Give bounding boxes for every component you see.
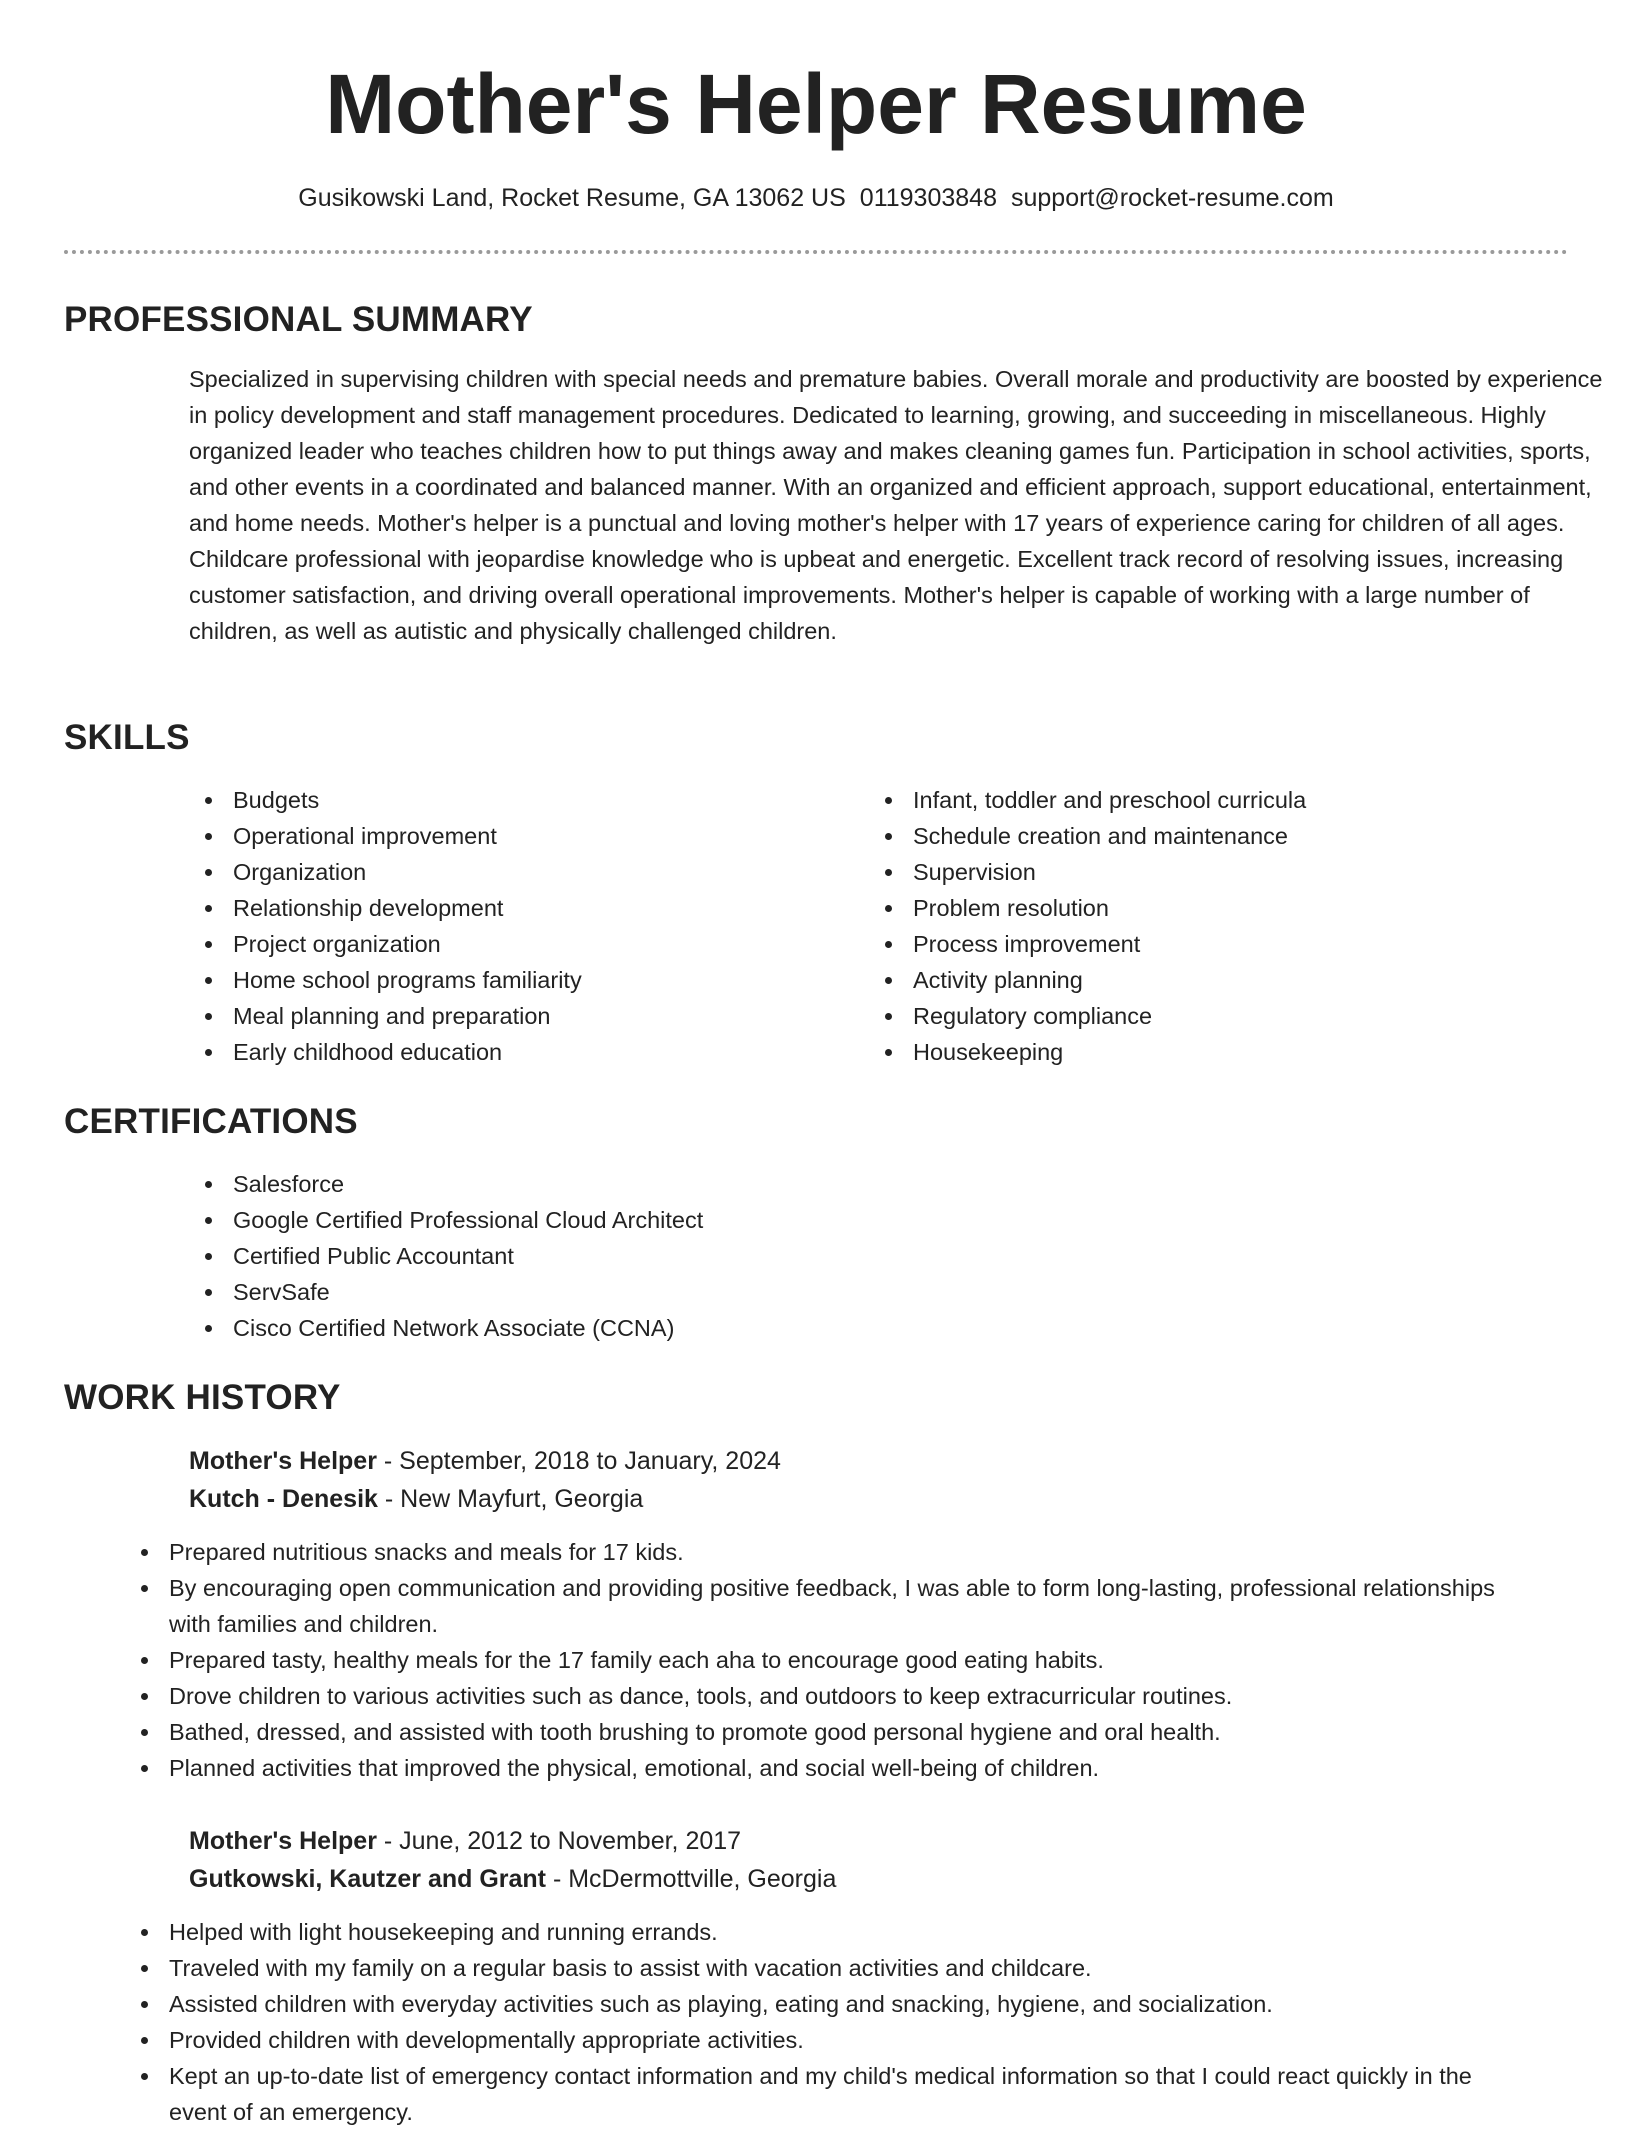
skill-item: Meal planning and preparation [189, 998, 849, 1034]
certification-item: Certified Public Accountant [189, 1238, 1489, 1274]
job-employer: Kutch - Denesik [189, 1485, 378, 1513]
job-bullet: Drove children to various activities such as dance, tools, and outdoors to keep extracurricular routines. [125, 1678, 1505, 1714]
certification-item: ServSafe [189, 1274, 1489, 1310]
skills-column-right [869, 782, 1529, 1070]
skill-item: Relationship development [189, 890, 849, 926]
job-title-line [189, 1822, 1569, 1860]
work-history-heading: WORK HISTORY [64, 1378, 341, 1417]
certification-item: Cisco Certified Network Associate (CCNA) [189, 1310, 1489, 1346]
job-bullet: By encouraging open communication and providing positive feedback, I was able to form long-lasting, professional relationships with families and children. [125, 1570, 1505, 1642]
job-title-line [189, 1442, 1569, 1480]
job-location: - McDermottville, Georgia [546, 1865, 837, 1893]
skill-item: Infant, toddler and preschool curricula [869, 782, 1529, 818]
job-bullets [125, 1914, 1505, 2130]
job-employer-line [189, 1860, 1569, 1898]
certification-item: Google Certified Professional Cloud Architect [189, 1202, 1489, 1238]
certifications-heading: CERTIFICATIONS [64, 1102, 358, 1141]
skill-item: Process improvement [869, 926, 1529, 962]
job-entry [169, 1442, 1569, 1786]
job-dates: - September, 2018 to January, 2024 [376, 1447, 781, 1475]
summary-heading: PROFESSIONAL SUMMARY [64, 300, 533, 339]
job-bullet: Helped with light housekeeping and running errands. [125, 1914, 1505, 1950]
job-bullet: Kept an up-to-date list of emergency contact information and my child's medical information so that I could react quickly in the event of an emergency. [125, 2058, 1505, 2130]
job-bullet: Provided children with developmentally appropriate activities. [125, 2022, 1505, 2058]
skill-item: Operational improvement [189, 818, 849, 854]
skills-section [64, 716, 1568, 760]
summary-text: Specialized in supervising children with special needs and premature babies. Overall morale and productivity are boosted by experience in policy development and staff management procedures. Dedicated to learning, growing, and succeeding in miscellaneous. Highly organized leader who teaches children how to put things away and makes cleaning games fun. Participation in school activities, sports, and other events in a coordinated and balanced manner. With an organized and efficient approach, support educational, entertainment, and home needs. Mother's helper is a punctual and loving mother's helper with 17 years of experience caring for children of all ages. Childcare professional with jeopardise knowledge who is upbeat and energetic. Excellent track record of resolving issues, increasing customer satisfaction, and driving overall operational improvements. Mother's helper is capable of working with a large number of children, as well as autistic and physically challenged children. [189, 366, 1603, 644]
job-title: Mother's Helper [189, 1447, 377, 1475]
skill-item: Early childhood education [189, 1034, 849, 1070]
skill-item: Schedule creation and maintenance [869, 818, 1529, 854]
certification-item: Salesforce [189, 1166, 1489, 1202]
resume-title: Mother's Helper Resume [325, 57, 1307, 151]
certifications-section [64, 1100, 1568, 1144]
job-dates: - June, 2012 to November, 2017 [376, 1827, 742, 1855]
summary-section [64, 298, 1603, 644]
skill-item: Supervision [869, 854, 1529, 890]
skill-item: Housekeeping [869, 1034, 1529, 1070]
skill-item: Budgets [189, 782, 849, 818]
skills-column-left [189, 782, 849, 1070]
job-bullet: Assisted children with everyday activities such as playing, eating and snacking, hygiene, and socialization. [125, 1986, 1505, 2022]
contact-email: support@rocket-resume.com [1010, 184, 1334, 212]
header-divider [64, 250, 1568, 254]
job-bullets [125, 1534, 1505, 1786]
certifications-list [189, 1166, 1489, 1346]
job-bullet: Prepared tasty, healthy meals for the 17 family each aha to encourage good eating habits. [125, 1642, 1505, 1678]
contact-address: Gusikowski Land, Rocket Resume, GA 13062 US [298, 184, 846, 212]
skill-item: Activity planning [869, 962, 1529, 998]
job-entry [169, 1822, 1569, 2130]
contact-line [0, 180, 1632, 216]
skill-item: Organization [189, 854, 849, 890]
skill-item: Problem resolution [869, 890, 1529, 926]
job-employer-line [189, 1480, 1569, 1518]
job-bullet: Prepared nutritious snacks and meals for 17 kids. [125, 1534, 1505, 1570]
job-bullet: Traveled with my family on a regular basis to assist with vacation activities and childcare. [125, 1950, 1505, 1986]
skill-item: Regulatory compliance [869, 998, 1529, 1034]
job-title: Mother's Helper [189, 1827, 377, 1855]
job-location: - New Mayfurt, Georgia [377, 1485, 644, 1513]
skill-item: Home school programs familiarity [189, 962, 849, 998]
work-history-section [64, 1376, 1568, 1420]
contact-phone: 0119303848 [859, 184, 997, 212]
job-bullet: Bathed, dressed, and assisted with tooth brushing to promote good personal hygiene and oral health. [125, 1714, 1505, 1750]
job-employer: Gutkowski, Kautzer and Grant [189, 1865, 547, 1893]
job-bullet: Planned activities that improved the physical, emotional, and social well-being of children. [125, 1750, 1505, 1786]
skills-heading: SKILLS [64, 718, 190, 757]
skill-item: Project organization [189, 926, 849, 962]
